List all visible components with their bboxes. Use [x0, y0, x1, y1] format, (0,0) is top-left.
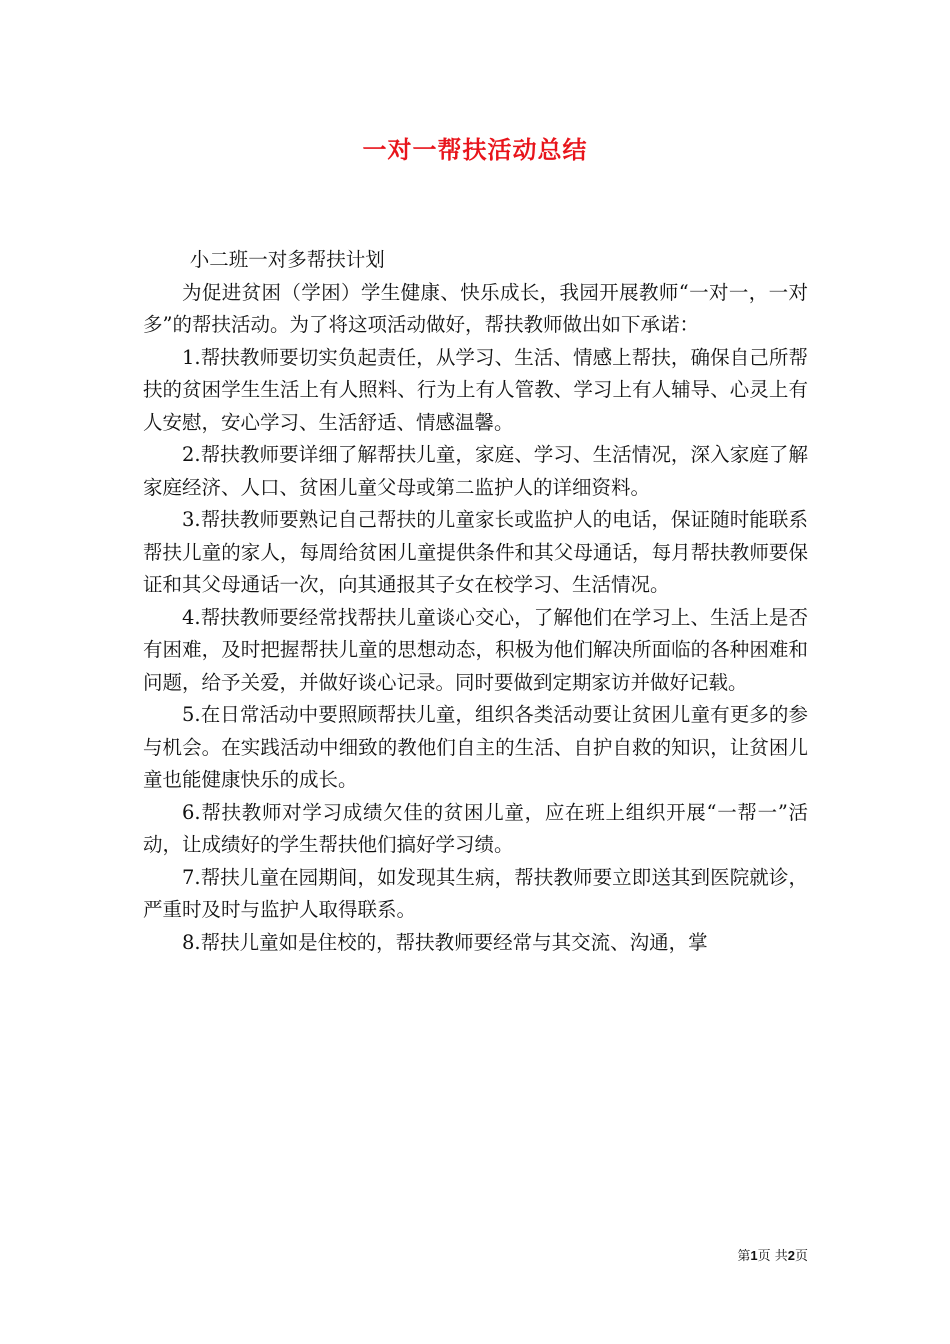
footer-page-number: 1 — [750, 1248, 758, 1263]
commitment-item-2: 2.帮扶教师要详细了解帮扶儿童，家庭、学习、生活情况，深入家庭了解家庭经济、人口、贫困儿童父母或第二监护人的详细资料。 — [143, 443, 808, 499]
commitment-item-6: 6.帮扶教师对学习成绩欠佳的贫困儿童，应在班上组织开展“一帮一”活动，让成绩好的学生帮扶他们搞好学习绩。 — [143, 800, 808, 856]
footer-total-pages: 2 — [787, 1248, 795, 1263]
footer-suffix: 页 — [794, 1249, 808, 1264]
footer-middle: 页 共 — [757, 1249, 788, 1264]
commitment-item-8: 8.帮扶儿童如是住校的，帮扶教师要经常与其交流、沟通，掌 — [182, 930, 708, 954]
commitment-item-1: 1.帮扶教师要切实负起责任，从学习、生活、情感上帮扶，确保自己所帮扶的贫困学生生活上有人照料、行为上有人管教、学习上有人辅导、心灵上有人安慰，安心学习、生活舒适、情感温馨。 — [143, 345, 808, 434]
document-title: 一对一帮扶活动总结 — [362, 135, 588, 164]
commitment-item-3: 3.帮扶教师要熟记自己帮扶的儿童家长或监护人的电话，保证随时能联系帮扶儿童的家人，每周给贫困儿童提供条件和其父母通话，每月帮扶教师要保证和其父母通话一次，向其通报其子女在校学习、生活情况。 — [143, 508, 808, 596]
page-footer — [708, 1247, 808, 1266]
commitment-item-5: 5.在日常活动中要照顾帮扶儿童，组织各类活动要让贫困儿童有更多的参与机会。在实践活动中细致的教他们自主的生活、自护自救的知识，让贫困儿童也能健康快乐的成长。 — [143, 703, 808, 791]
commitment-item-4: 4.帮扶教师要经常找帮扶儿童谈心交心，了解他们在学习上、生活上是否有困难，及时把握帮扶儿童的思想动态，积极为他们解决所面临的各种困难和问题，给予关爱，并做好谈心记录。同时要做到定期家访并做好记载。 — [143, 605, 808, 694]
plan-heading: 小二班一对多帮扶计划 — [189, 248, 385, 271]
commitment-item-7: 7.帮扶儿童在园期间，如发现其生病，帮扶教师要立即送其到医院就诊，严重时及时与监护人取得联系。 — [143, 865, 808, 921]
footer-prefix: 第 — [737, 1249, 751, 1264]
document-body — [143, 244, 808, 959]
intro-paragraph: 为促进贫困（学困）学生健康、快乐成长，我园开展教师“一对一，一对多”的帮扶活动。为了将这项活动做好，帮扶教师做出如下承诺： — [143, 280, 808, 336]
